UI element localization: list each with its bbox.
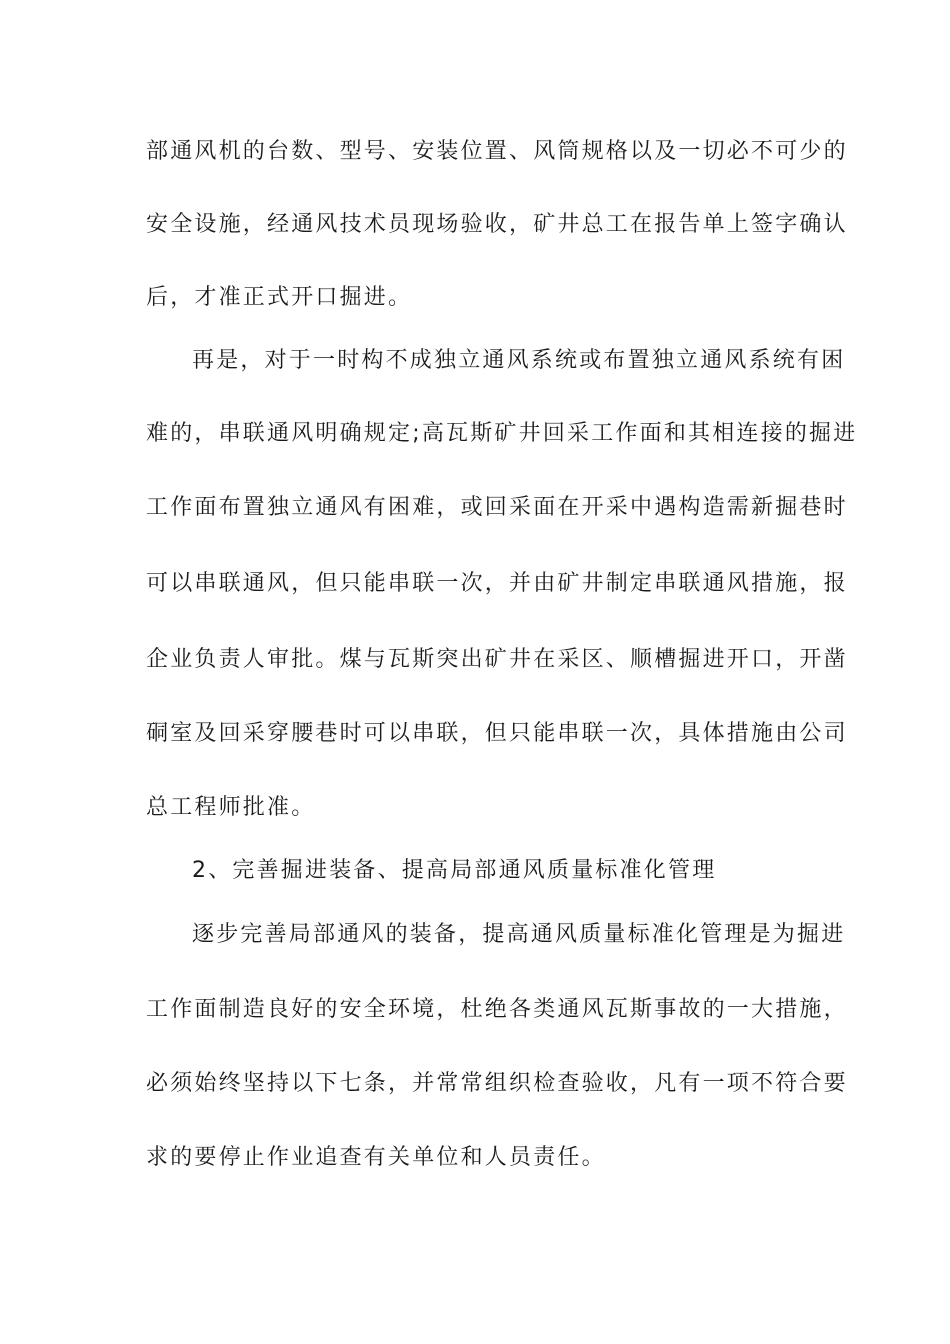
text-line: 总工程师批准。 <box>146 795 316 820</box>
text-line: 求的要停止作业追查有关单位和人员责任。 <box>146 1145 606 1170</box>
text-line: 安全设施，经通风技术员现场验收，矿井总工在报告单上签字确认 <box>146 212 848 237</box>
text-line: 难的，串联通风明确规定;高瓦斯矿井回采工作面和其相连接的掘进 <box>146 421 858 446</box>
text-line: 部通风机的台数、型号、安装位置、风筒规格以及一切必不可少的 <box>146 139 848 164</box>
text-line: 工作面布置独立通风有困难，或回采面在开采中遇构造需新掘巷时 <box>146 495 848 520</box>
text-line: 工作面制造良好的安全环境，杜绝各类通风瓦斯事故的一大措施， <box>146 997 848 1022</box>
section-heading: 2、完善掘进装备、提高局部通风质量标准化管理 <box>192 858 717 883</box>
text-line: 可以串联通风，但只能串联一次，并由矿井制定串联通风措施，报 <box>146 571 848 596</box>
paragraph-start-line: 逐步完善局部通风的装备，提高通风质量标准化管理是为掘进 <box>192 922 846 947</box>
text-line: 后，才准正式开口掘进。 <box>146 285 413 310</box>
text-line: 必须始终坚持以下七条，并常常组织检查验收，凡有一项不符合要 <box>146 1071 848 1096</box>
text-line: 硐室及回采穿腰巷时可以串联，但只能串联一次，具体措施由公司 <box>146 721 848 746</box>
paragraph-start-line: 再是，对于一时构不成独立通风系统或布置独立通风系统有困 <box>192 348 846 373</box>
text-line: 企业负责人审批。煤与瓦斯突出矿井在采区、顺槽掘进开口，开凿 <box>146 647 848 672</box>
